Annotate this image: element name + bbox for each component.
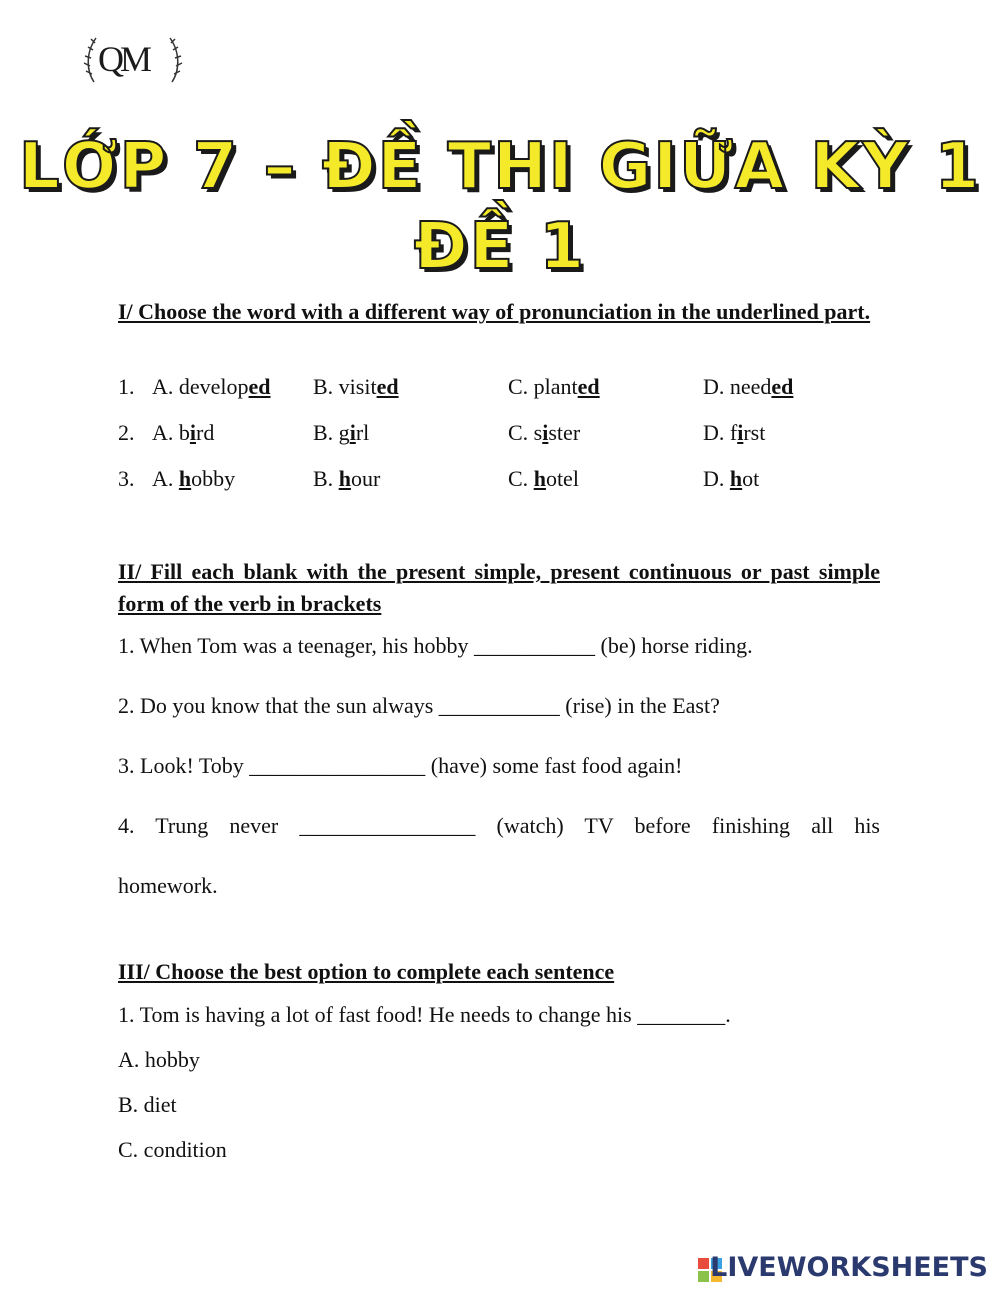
liveworksheets-brand[interactable] <box>688 1252 988 1288</box>
fill-blank-item[interactable]: 2. Do you know that the sun always ___________ (rise) in the East? <box>118 693 720 718</box>
question-row <box>118 466 880 496</box>
option-a[interactable]: A. bird <box>152 420 215 445</box>
question-number: 1. <box>118 374 135 399</box>
option-b[interactable]: B. girl <box>313 420 370 445</box>
option-c[interactable]: C. hotel <box>508 466 579 491</box>
option-b[interactable]: B. visited <box>313 374 399 399</box>
question-number: 2. <box>118 420 135 445</box>
fill-blank-item[interactable]: 4. Trung never ________________ (watch) TV before finishing all his <box>118 813 880 838</box>
section3-heading: III/ Choose the best option to complete each sentence <box>118 959 615 984</box>
page-subtitle: ĐỀ 1 <box>413 210 587 284</box>
mc-option-a[interactable]: A. hobby <box>118 1047 200 1072</box>
fill-blank-item[interactable]: 3. Look! Toby ________________ (have) some fast food again! <box>118 753 683 778</box>
option-c[interactable]: C. planted <box>508 374 600 399</box>
option-b[interactable]: B. hour <box>313 466 381 491</box>
option-d[interactable]: D. first <box>703 420 766 445</box>
section2-heading: II/ Fill each blank with the present simple, present continuous or past simple form of the verb in brackets <box>118 559 880 616</box>
option-c[interactable]: C. sister <box>508 420 581 445</box>
mc-option-c[interactable]: C. condition <box>118 1137 227 1162</box>
option-a[interactable]: A. hobby <box>152 466 236 491</box>
qm-logo <box>80 30 190 90</box>
logo-text: QM <box>98 39 149 79</box>
section1-heading: I/ Choose the word with a different way of pronunciation in the underlined part. <box>118 299 871 324</box>
option-d[interactable]: D. needed <box>703 374 794 399</box>
option-d[interactable]: D. hot <box>703 466 760 491</box>
fill-blank-item-continued: homework. <box>118 873 218 898</box>
mc-option-b[interactable]: B. diet <box>118 1092 177 1117</box>
fill-blank-item[interactable]: 1. When Tom was a teenager, his hobby ___________ (be) horse riding. <box>118 633 753 658</box>
question-row <box>118 420 880 450</box>
question-row <box>118 374 880 404</box>
mc-question: 1. Tom is having a lot of fast food! He needs to change his ________. <box>118 1002 731 1027</box>
question-number: 3. <box>118 466 135 491</box>
page-title: LỚP 7 – ĐỀ THI GIỮA KỲ 1 <box>18 130 982 204</box>
option-a[interactable]: A. developed <box>152 374 271 399</box>
liveworksheets-text: LIVEWORKSHEETS <box>710 1252 988 1283</box>
